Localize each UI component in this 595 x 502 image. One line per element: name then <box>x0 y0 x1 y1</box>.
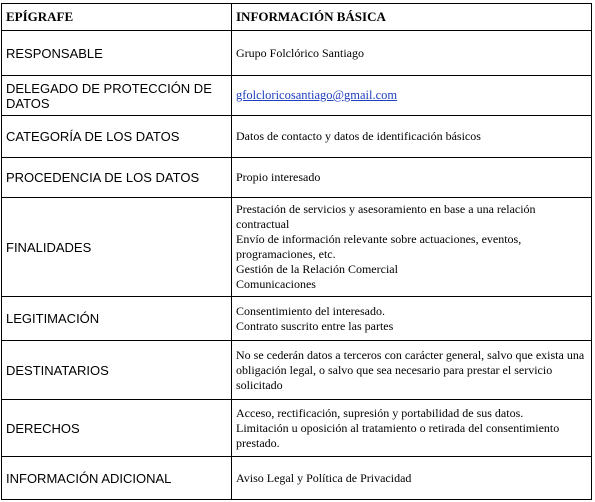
value-line: Aviso Legal y Política de Privacidad <box>236 470 412 485</box>
table-header-row <box>2 4 592 31</box>
row-label-categoria: CATEGORÍA DE LOS DATOS <box>2 116 232 158</box>
table-row <box>2 297 592 341</box>
row-label-procedencia: PROCEDENCIA DE LOS DATOS <box>2 158 232 198</box>
value-line: No se cederán datos a terceros con carácter general, salvo que exista una obligación legal, o salvo que sea necesario para prestar el servicio solicitado <box>236 347 585 392</box>
row-value-destinatarios <box>232 341 592 400</box>
table-row <box>2 457 592 500</box>
value-line: Comunicaciones <box>236 277 316 291</box>
row-label-legitimacion: LEGITIMACIÓN <box>2 297 232 341</box>
value-line: Prestación de servicios y asesoramiento en base a una relación contractual <box>236 202 536 231</box>
table-row <box>2 341 592 400</box>
row-value-procedencia <box>232 158 592 198</box>
value-line: Propio interesado <box>236 170 321 184</box>
table-row <box>2 76 592 116</box>
header-informacion-basica: INFORMACIÓN BÁSICA <box>232 4 592 31</box>
row-value-delegado <box>232 76 592 116</box>
value-line: Grupo Folclórico Santiago <box>236 45 364 60</box>
row-label-responsable: RESPONSABLE <box>2 31 232 76</box>
row-value-informacion-adicional <box>232 457 592 500</box>
value-line: Datos de contacto y datos de identificación básicos <box>236 129 481 143</box>
value-line: Contrato suscrito entre las partes <box>236 318 394 333</box>
row-value-responsable <box>232 31 592 76</box>
table-row <box>2 116 592 158</box>
table-row <box>2 31 592 76</box>
value-line: Gestión de la Relación Comercial <box>236 262 398 276</box>
value-line: Consentimiento del interesado. <box>236 303 385 318</box>
table-row <box>2 198 592 297</box>
table-row <box>2 400 592 457</box>
row-value-legitimacion <box>232 297 592 341</box>
email-link[interactable]: gfolcloricosantiago@gmail.com <box>236 88 398 102</box>
table-row <box>2 158 592 198</box>
row-label-finalidades: FINALIDADES <box>2 198 232 297</box>
row-label-informacion-adicional: INFORMACIÓN ADICIONAL <box>2 457 232 500</box>
value-line: Envío de información relevante sobre actuaciones, eventos, programaciones, etc. <box>236 232 522 261</box>
header-epigrafe: EPÍGRAFE <box>2 4 232 31</box>
row-value-categoria <box>232 116 592 158</box>
row-label-derechos: DERECHOS <box>2 400 232 457</box>
row-value-finalidades <box>232 198 592 297</box>
row-label-delegado: DELEGADO DE PROTECCIÓN DE DATOS <box>2 76 232 116</box>
row-value-derechos <box>232 400 592 457</box>
data-protection-table <box>1 3 592 500</box>
value-line: Acceso, rectificación, supresión y portabilidad de sus datos. <box>236 405 524 420</box>
row-label-destinatarios: DESTINATARIOS <box>2 341 232 400</box>
value-line: Limitación u oposición al tratamiento o retirada del consentimiento prestado. <box>236 420 560 450</box>
